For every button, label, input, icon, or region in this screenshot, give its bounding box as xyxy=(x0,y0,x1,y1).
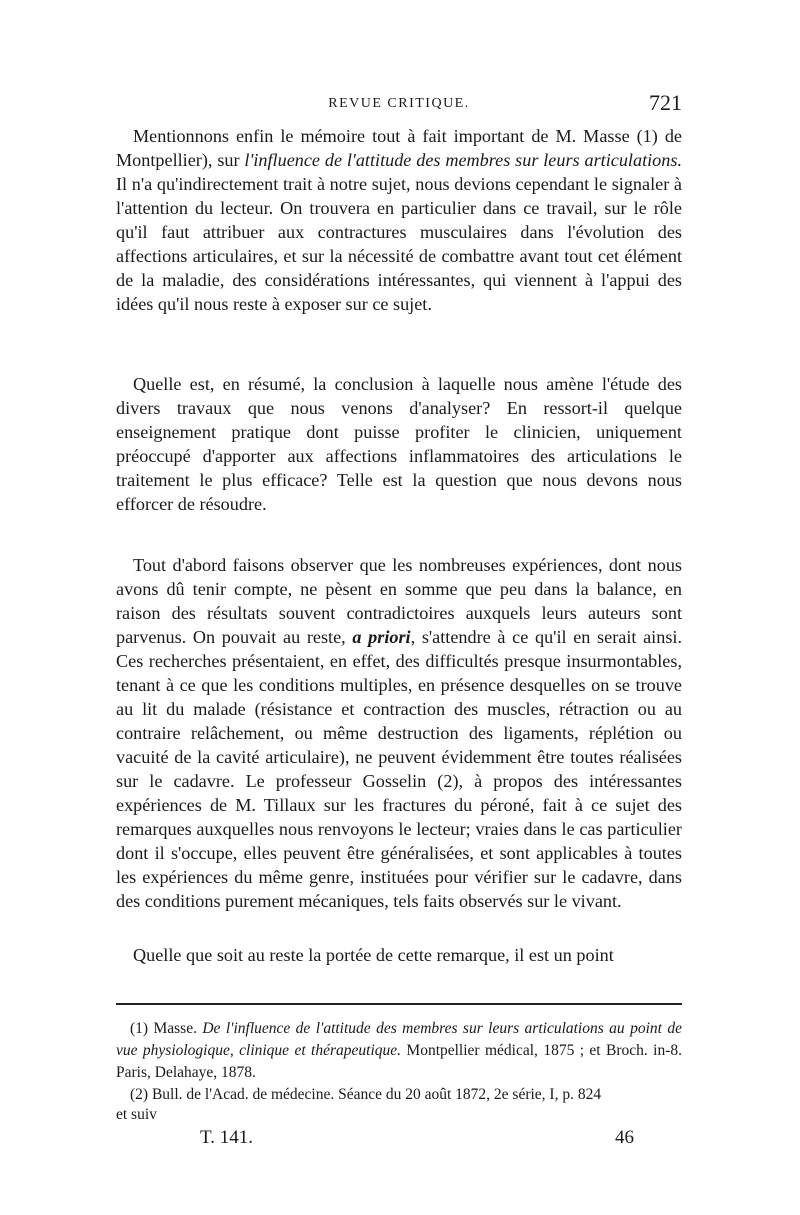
text-run-italic: De l'influence de l'attitude des membres sur leurs articulations au point de vue physiologique, clinique et thérapeutique. xyxy=(116,1020,682,1059)
text-run: (1) Masse. xyxy=(130,1020,203,1037)
running-title: REVUE CRITIQUE. xyxy=(328,96,470,111)
paragraph-experiences xyxy=(116,553,682,913)
text-run-italic: l'influence de l'attitude des membres sur leurs articulations. xyxy=(244,150,682,170)
text-run: Quelle que soit au reste la portée de cette remarque, il est un point xyxy=(133,945,614,965)
paragraph-continuation xyxy=(116,943,682,967)
footnote-1 xyxy=(116,1018,682,1084)
paragraph-conclusion-question xyxy=(116,372,682,516)
footnote-2 xyxy=(116,1084,682,1106)
text-run: Mentionnons enfin le mémoire tout à fait important de M. Masse (1) de Montpellier), sur xyxy=(116,126,682,170)
footnote-rule xyxy=(116,1003,682,1005)
text-run: Montpellier médical, 1875 ; et Broch. in-8. Paris, Delahaye, 1878. xyxy=(116,1042,682,1081)
paragraph-masse xyxy=(116,124,682,316)
page-header xyxy=(116,90,682,120)
page-footer xyxy=(116,1127,682,1155)
footnotes xyxy=(116,1018,682,1124)
text-run: Il n'a qu'indirectement trait à notre sujet, nous devions cependant le signaler à l'attention du lecteur. On trouvera en particulier dans ce travail, sur le rôle qu'il faut attribuer aux contractures musculaires dans l'évolution des affections articulaires, et sur la nécessité de combattre avant tout cet élément de la maladie, des considérations intéressantes, qui viennent à l'appui des idées qu'il nous reste à exposer sur ce sujet. xyxy=(116,174,682,314)
sheet-number: 46 xyxy=(615,1127,634,1148)
page-number: 721 xyxy=(649,90,682,115)
text-run: Quelle est, en résumé, la conclusion à laquelle nous amène l'étude des divers travaux que nous venons d'analyser? En ressort-il quelque enseignement pratique dont puisse profiter le clinicien, uniquement préoccupé d'apporter aux affections inflammatoires des articulations le traitement le plus efficace? Telle est la question que nous devons nous efforcer de résoudre. xyxy=(116,374,682,514)
volume-signature: T. 141. xyxy=(200,1127,253,1148)
body-text xyxy=(116,124,682,967)
text-run: (2) Bull. de l'Acad. de médecine. Séance du 20 août 1872, 2e série, I, p. 824 xyxy=(130,1086,602,1103)
text-run: , s'attendre à ce qu'il en serait ainsi. Ces recherches présentaient, en effet, des difficultés presque insurmontables, tenant à ce que les conditions multiples, en présence desquelles on se trouve au lit du malade (résistance et contraction des muscles, rétraction ou au contraire relâchement, ou même destruction des ligaments, réplétion ou vacuité de la cavité articulaire), ne peuvent évidemment être toutes réalisées sur le cadavre. Le professeur Gosselin (2), à propos des intéressantes expériences de M. Tillaux sur les fractures du péroné, fait à ce sujet des remarques auxquelles nous renvoyons le lecteur; vraies dans le cas particulier dont il s'occupe, elles peuvent être généralisées, et sont applicables à toutes les expériences du même genre, instituées pour vérifier sur le cadavre, dans des conditions purement mécaniques, tels faits observés sur le vivant. xyxy=(116,627,683,911)
text-run-bold-italic: a priori xyxy=(352,627,411,647)
footnote-2-tail: et suiv xyxy=(116,1106,157,1123)
text-run: Tout d'abord faisons observer que les nombreuses expériences, dont nous avons dû tenir compte, ne pèsent en somme que peu dans la balance, en raison des résultats souvent contradictoires auxquels leurs auteurs sont parvenus. On pouvait au reste, xyxy=(116,555,682,647)
